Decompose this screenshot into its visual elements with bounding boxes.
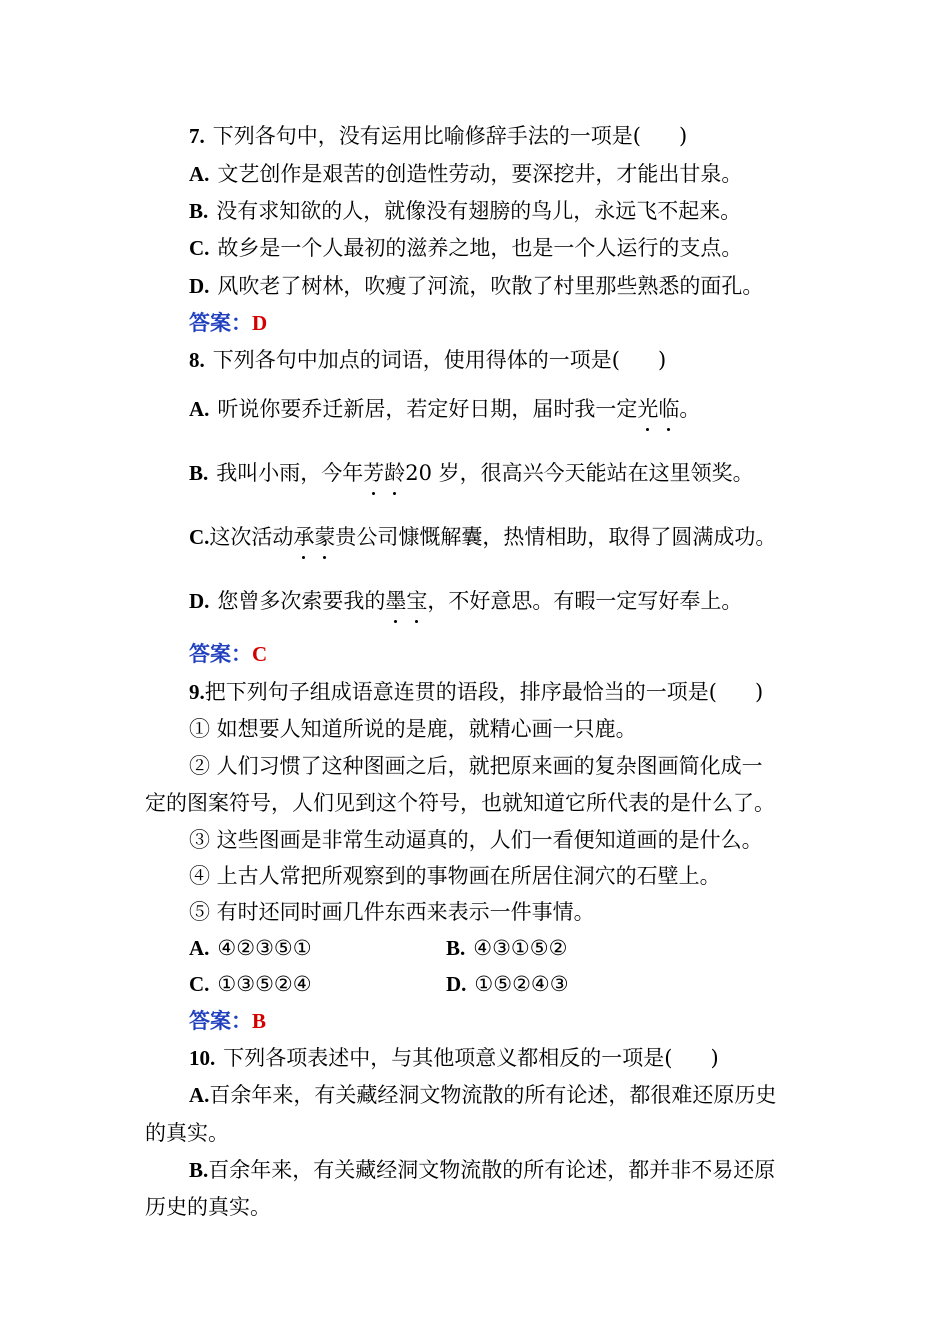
emphasis-dot-char: 临 <box>658 394 679 424</box>
q8-option-a-post: 。 <box>679 397 701 421</box>
q9-answer-value: B <box>252 1009 267 1033</box>
q7-option-c-label: C. <box>189 236 210 260</box>
q9-stem-text: 把下列句子组成语意连贯的语段，排序最恰当的一项是( <box>204 680 717 704</box>
q8-option-c <box>189 522 776 552</box>
q8-option-a <box>189 394 700 424</box>
q8-option-c-pre: 这次活动 <box>209 525 294 549</box>
q7-option-d-label: D. <box>189 274 210 298</box>
q7-bracket-close: ) <box>678 124 688 148</box>
q8-option-b-post: 20 岁，很高兴今天能站在这里领奖。 <box>405 461 754 485</box>
q7-stem-text: 下列各句中，没有运用比喻修辞手法的一项是( <box>212 124 641 148</box>
q8-option-b-pre: 我叫小雨，今年 <box>216 461 364 485</box>
q10-option-a-label: A. <box>189 1083 210 1107</box>
q8-option-d-post: ，不好意思。有暇一定写好奉上。 <box>427 589 743 613</box>
q10-number: 10. <box>189 1046 216 1070</box>
q8-stem <box>189 345 666 375</box>
q9-answer-label: 答案： <box>189 1008 252 1033</box>
emphasis-dot-char: 光 <box>637 394 658 424</box>
q8-option-b <box>189 458 754 488</box>
q8-option-c-dotted-word <box>293 525 335 549</box>
q8-option-a-dotted-word <box>637 397 679 421</box>
emphasis-dot-char: 龄 <box>384 458 405 488</box>
q10-option-b-label: B. <box>189 1158 209 1182</box>
q10-option-a-line-1 <box>189 1080 776 1110</box>
q9-option-d-text: ①⑤②④③ <box>474 972 569 996</box>
q8-option-b-label: B. <box>189 461 209 485</box>
q7-option-b-text: 没有求知欲的人，就像没有翅膀的鸟儿，永远飞不起来。 <box>216 199 742 223</box>
q10-option-b-line-2: 历史的真实。 <box>145 1195 271 1219</box>
q8-answer-label: 答案： <box>189 641 252 666</box>
q7-option-a-text: 文艺创作是艰苦的创造性劳动，要深挖井，才能出甘泉。 <box>217 162 743 186</box>
q9-option-d <box>446 969 569 999</box>
emphasis-dot-char: 蒙 <box>314 522 335 552</box>
q7-option-b <box>189 196 741 226</box>
q9-option-b-label: B. <box>446 936 466 960</box>
q9-option-a-label: A. <box>189 936 210 960</box>
q9-option-b-text: ④③①⑤② <box>473 936 568 960</box>
q9-sentence-2-line-2: 定的图案符号，人们见到这个符号，也就知道它所代表的是什么了。 <box>145 791 775 815</box>
emphasis-dot-char: 宝 <box>406 586 427 616</box>
q10-option-b-line-1 <box>189 1155 775 1185</box>
q9-bracket-close: ) <box>754 680 764 704</box>
q8-option-c-label: C. <box>189 525 210 549</box>
q8-option-d-dotted-word <box>385 589 427 613</box>
q7-answer-value: D <box>252 311 268 335</box>
q8-answer-value: C <box>252 642 268 666</box>
q9-option-b <box>446 933 567 963</box>
emphasis-dot-char: 墨 <box>385 586 406 616</box>
q9-sentence-5: ⑤ 有时还同时画几件东西来表示一件事情。 <box>189 900 595 924</box>
q10-option-b-text-1: 百余年来，有关藏经洞文物流散的所有论述，都并非不易还原 <box>208 1158 776 1182</box>
q7-option-c-text: 故乡是一个人最初的滋养之地，也是一个人运行的支点。 <box>217 236 743 260</box>
q7-answer-label: 答案： <box>189 310 252 335</box>
q7-option-b-label: B. <box>189 199 209 223</box>
q10-option-a-line-2: 的真实。 <box>145 1121 229 1145</box>
q8-stem-text: 下列各句中加点的词语，使用得体的一项是( <box>212 348 620 372</box>
q7-option-c <box>189 233 742 263</box>
q9-sentence-4: ④ 上古人常把所观察到的事物画在所居住洞穴的石壁上。 <box>189 864 721 888</box>
q9-option-c-label: C. <box>189 972 210 996</box>
q10-stem-text: 下列各项表述中，与其他项意义都相反的一项是( <box>223 1046 673 1070</box>
q9-option-c-text: ①③⑤②④ <box>217 972 312 996</box>
q9-sentence-1: ① 如想要人知道所说的是鹿，就精心画一只鹿。 <box>189 717 637 741</box>
q8-bracket-close: ) <box>657 348 667 372</box>
q9-stem <box>189 677 763 707</box>
emphasis-dot-char: 承 <box>293 522 314 552</box>
q9-options-row-2 <box>189 969 312 999</box>
q8-option-b-dotted-word <box>363 461 405 485</box>
q8-option-d-pre: 您曾多次索要我的 <box>217 589 386 613</box>
q7-option-a <box>189 159 742 189</box>
q9-number: 9. <box>189 680 205 704</box>
q10-option-a-text-1: 百余年来，有关藏经洞文物流散的所有论述，都很难还原历史 <box>209 1083 777 1107</box>
q7-option-d-text: 风吹老了树林，吹瘦了河流，吹散了村里那些熟悉的面孔。 <box>217 274 764 298</box>
emphasis-dot-char: 芳 <box>363 458 384 488</box>
q8-option-d-label: D. <box>189 589 210 613</box>
q9-sentence-3: ③ 这些图画是非常生动逼真的，人们一看便知道画的是什么。 <box>189 828 763 852</box>
q10-stem <box>189 1043 719 1073</box>
q9-options-row-1 <box>189 933 312 963</box>
q8-answer <box>189 639 267 669</box>
q7-option-d <box>189 271 763 301</box>
q8-option-d <box>189 586 742 616</box>
q8-option-c-post: 贵公司慷慨解囊，热情相助，取得了圆满成功。 <box>335 525 777 549</box>
q9-option-a-text: ④②③⑤① <box>217 936 312 960</box>
q8-option-a-label: A. <box>189 397 210 421</box>
q9-answer <box>189 1006 266 1036</box>
q8-number: 8. <box>189 348 205 372</box>
q10-bracket-close: ) <box>710 1046 719 1070</box>
q9-sentence-2-line-1: ② 人们习惯了这种图画之后，就把原来画的复杂图画简化成一 <box>189 754 763 778</box>
q7-number: 7. <box>189 124 205 148</box>
q7-stem <box>189 121 687 151</box>
q7-option-a-label: A. <box>189 162 210 186</box>
q9-option-d-label: D. <box>446 972 467 996</box>
q8-option-a-pre: 听说你要乔迁新居，若定好日期，届时我一定 <box>217 397 638 421</box>
q7-answer <box>189 308 267 338</box>
